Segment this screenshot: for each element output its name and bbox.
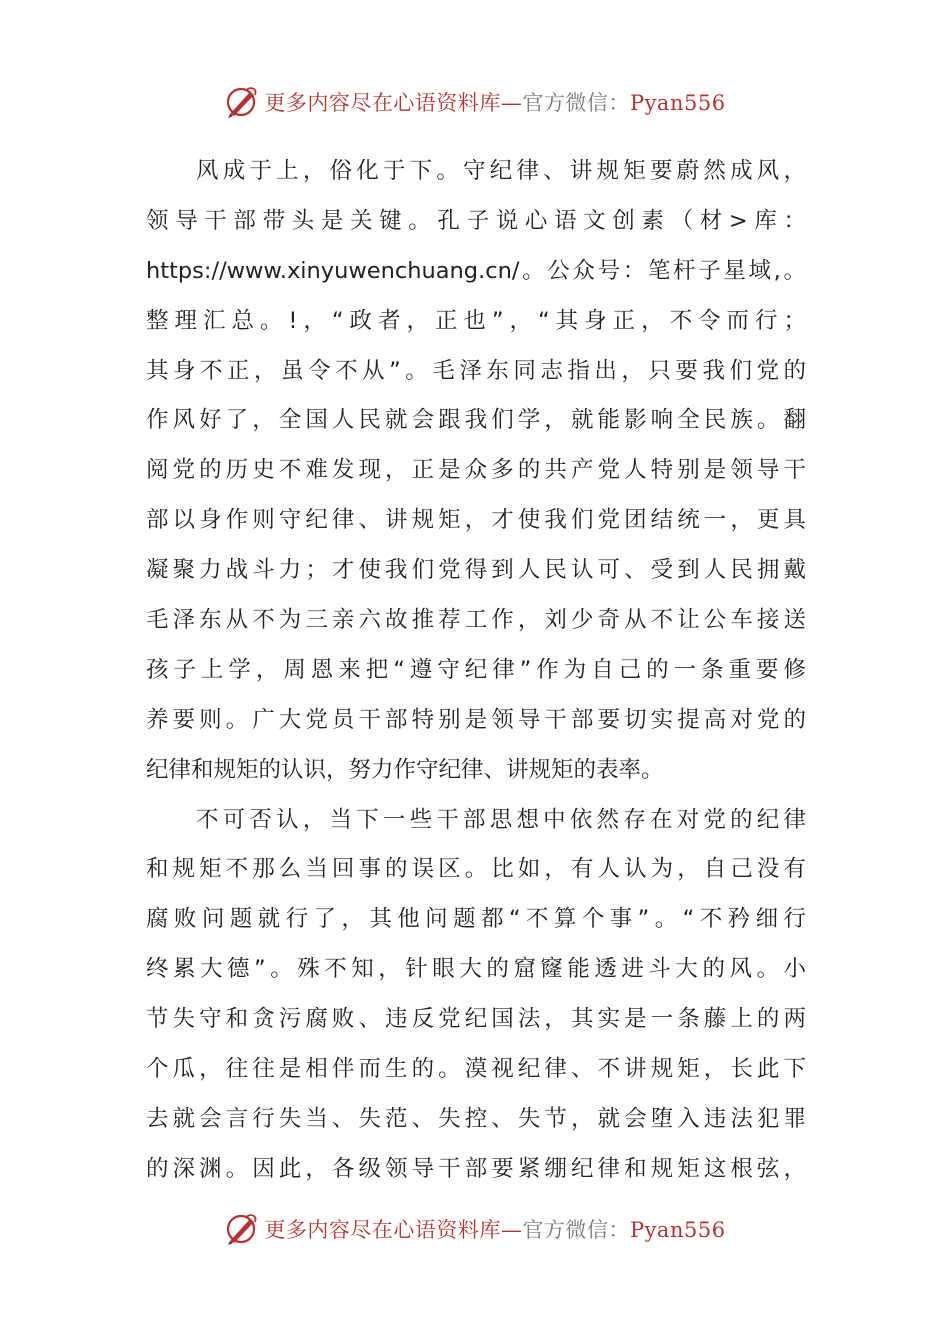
text-line: 部以身作则守纪律、讲规矩，才使我们党团结统一，更具 [146, 507, 806, 534]
text-line: 毛泽东从不为三亲六故推荐工作，刘少奇从不让公车接送 [146, 607, 806, 634]
text-line: 和规矩不那么当回事的误区。比如，有人认为，自己没有 [146, 856, 806, 883]
text-line: 腐败问题就行了，其他问题都“不算个事”。“不矜细行 [146, 906, 806, 933]
text-line: 不可否认，当下一些干部思想中依然存在对党的纪律 [196, 806, 806, 833]
footer-text: 更多内容尽在心语资料库— [264, 1218, 523, 1242]
text-line: 个瓜，往往是相伴而生的。漠视纪律、不讲规矩，长此下 [146, 1056, 806, 1083]
footer-watermark [0, 1209, 950, 1249]
text-line: 阅党的历史不难发现，正是众多的共产党人特别是领导干 [146, 457, 806, 484]
text-line: 凝聚力战斗力；才使我们党得到人民认可、受到人民拥戴 [146, 557, 806, 584]
text-line: 养要则。广大党员干部特别是领导干部要切实提高对党的 [146, 706, 806, 733]
text-line: 其身不正，虽令不从”。毛泽东同志指出，只要我们党的 [146, 357, 806, 384]
footer-sub: 官方微信： [522, 1218, 630, 1242]
text-line: 去就会言行失当、失范、失控、失节，就会堕入违法犯罪 [146, 1105, 806, 1132]
footer-id: Pyan556 [629, 1218, 726, 1242]
text-line: 孩子上学，周恩来把“遵守纪律”作为自己的一条重要修 [146, 656, 806, 683]
text-line: 领导干部带头是关键。孔子说心语文创素（材>库： [146, 207, 806, 234]
text-line: 作风好了，全国人民就会跟我们学，就能影响全民族。翻 [146, 407, 806, 434]
text-line: 风成于上，俗化于下。守纪律、讲规矩要蔚然成风， [196, 158, 806, 184]
text-line: 终累大德”。殊不知，针眼大的窟窿能透进斗大的风。小 [146, 956, 806, 983]
text-line: 纪律和规矩的认识，努力作守纪律、讲规矩的表率。 [146, 756, 664, 783]
pen-logo-icon [224, 1211, 260, 1247]
header-id: Pyan556 [629, 91, 726, 115]
document-body [146, 147, 806, 1195]
header-watermark [0, 82, 950, 122]
pen-logo-icon [224, 84, 260, 120]
header-text: 更多内容尽在心语资料库— [264, 91, 523, 115]
text-line: 整理汇总。!，“政者，正也”，“其身正，不令而行； [146, 307, 806, 334]
text-line: 节失守和贪污腐败、违反党纪国法，其实是一条藤上的两 [146, 1006, 806, 1033]
text-line: 的深渊。因此，各级领导干部要紧绷纪律和规矩这根弦， [146, 1155, 806, 1182]
header-sub: 官方微信： [522, 91, 630, 115]
text-line: https://www.xinyuwenchuang.cn/。公众号：笔杆子星域,。 [146, 257, 806, 284]
